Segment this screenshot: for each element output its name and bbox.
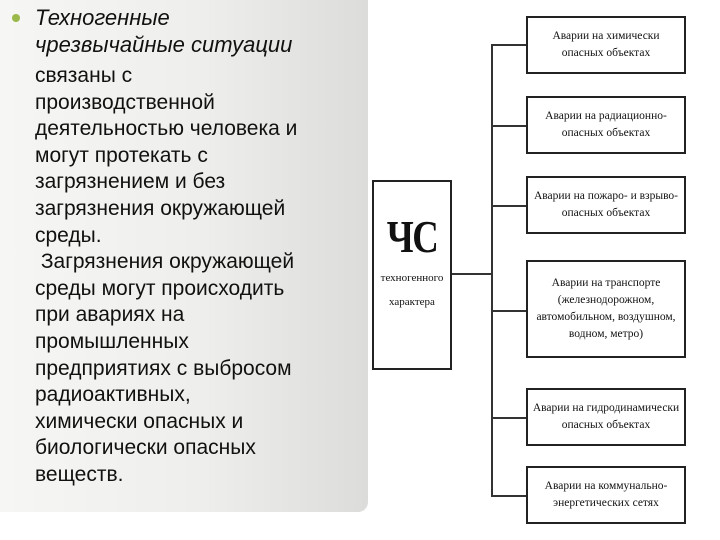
category-line: опасных объектах [561,127,651,139]
bullet-marker [12,14,20,22]
lead-line: Техногенные [35,5,170,30]
main-sub-line: техногенного [380,272,444,284]
lead-heading [35,4,375,58]
category-line: Аварии на транспорте [551,277,661,289]
connector-branch [491,44,526,46]
category-chemical [526,16,686,74]
category-line: Аварии на химически [552,30,660,42]
category-line: опасных объектах [561,47,651,59]
category-line: Аварии на гидродинамически [532,402,680,414]
body-line: связаны с [35,64,133,87]
category-line: (железнодорожном, [557,294,655,306]
connector-spine [491,44,493,496]
category-line: водном, метро) [568,328,644,340]
category-hydrodynamic [526,388,686,446]
category-line: энергетических сетях [553,497,659,509]
body-line: производственной [35,90,215,114]
body-line: загрязнением и без [35,170,226,194]
body-line: могут протекать с [35,143,208,167]
body-line: Загрязнения окружающей [35,250,295,274]
body-line: загрязнения окружающей [35,196,286,220]
body-paragraph [35,63,370,489]
category-radiation [526,96,686,154]
connector-branch [491,417,526,419]
connector-branch [491,205,526,207]
main-sub-line: характера [389,296,435,308]
body-line: предприятиях с выбросом [35,356,292,380]
main-abbr: ЧС [386,211,438,262]
connector-branch [491,495,526,497]
connector-branch [491,310,526,312]
body-line: деятельностью человека и [35,117,298,141]
category-line: Аварии на коммунально- [544,480,668,492]
connector-main-to-spine [452,273,492,275]
body-line: биологически опасных [35,436,256,460]
category-line: автомобильном, воздушном, [536,311,676,323]
category-line: опасных объектах [561,419,651,431]
body-line: веществ. [35,462,124,486]
body-line: химически опасных и [35,409,244,433]
body-line: среды. [35,223,102,247]
category-line: опасных объектах [561,207,651,219]
body-line: среды могут происходить [35,276,285,300]
category-utility-networks [526,466,686,524]
category-line: Аварии на пожаро- и взрыво- [533,190,679,202]
text-panel [0,0,368,512]
main-emergency-box [372,180,452,370]
connector-branch [491,125,526,127]
category-transport [526,260,686,358]
category-fire-explosion [526,176,686,234]
category-line: Аварии на радиационно- [545,110,667,122]
lead-line: чрезвычайные ситуации [35,32,293,57]
body-line: радиоактивных, [35,383,191,407]
body-line: промышленных [35,329,189,353]
body-line: при авариях на [35,303,185,327]
